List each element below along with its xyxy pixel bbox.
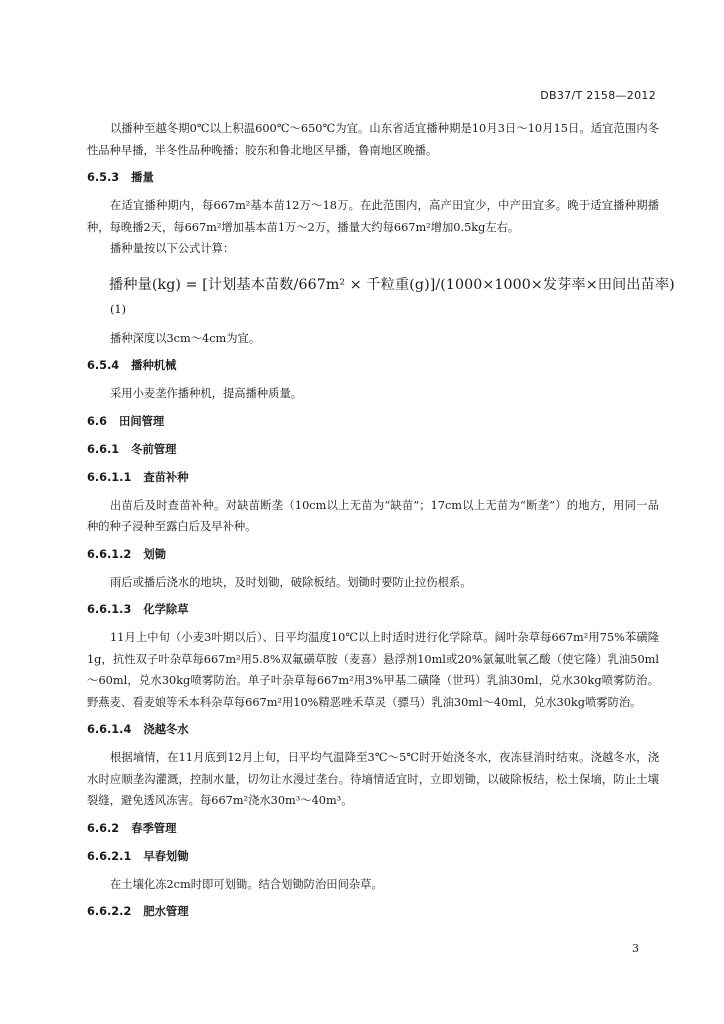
section-number: 6.6.1.2 (87, 547, 132, 561)
section-title: 肥水管理 (143, 905, 189, 918)
paragraph: 11月上中旬（小麦3叶期以后）、日平均温度10℃以上时适时进行化学除草。阔叶杂草每667m²用75%苯磺隆1g，抗性双子叶杂草每667m²用5.8%双氟磺草胺（麦喜）悬浮剂10ml或20%氯氟吡氧乙酸（使它隆）乳油50ml～60ml，兑水30kg喷雾防治。单子叶杂草每667m²用3%甲基二磺隆（世玛）乳油30ml，兑水30kg喷雾防治。野燕麦、看麦娘等禾本科杂草每667m²用10%精恶唑禾草灵（骠马）乳油30ml～40ml，兑水30kg喷雾防治。 (87, 631, 659, 709)
page-number: 3 (632, 942, 639, 955)
paragraph: 播种深度以3cm～4cm为宜。 (110, 331, 261, 345)
section-number: 6.6 (87, 414, 108, 428)
section-number: 6.6.2 (87, 821, 120, 835)
paragraph: 在适宜播种期内，每667m²基本苗12万～18万。在此范围内，高产田宜少，中产田宜多。晚于适宜播种期播种，每晚播2天，每667m²增加基本苗1万～2万，播量大约每667m²增加0.5kg左右。 (87, 199, 659, 234)
section-heading (87, 846, 659, 868)
section-number: 6.6.2.2 (87, 905, 132, 918)
section-heading (87, 411, 659, 433)
section-title: 划锄 (143, 547, 166, 561)
section-heading (87, 901, 659, 923)
seeding-formula: 播种量(kg) = [计划基本苗数/667m² × 千粒重(g)]/(1000×1000×发芽率×田间出苗率) (109, 276, 675, 293)
document-body (87, 118, 675, 923)
section-number: 6.6.1 (87, 442, 120, 456)
section-heading (87, 599, 659, 621)
section-title: 播种机械 (131, 359, 177, 372)
section-number: 6.6.2.1 (87, 849, 132, 863)
section-title: 浇越冬水 (143, 723, 189, 736)
paragraph: 出苗后及时查苗补种。对缺苗断垄（10cm以上无苗为“缺苗”；17cm以上无苗为“断垄”）的地方，用同一品种的种子浸种至露白后及早补种。 (87, 498, 659, 533)
section-heading (87, 818, 659, 840)
section-heading (87, 719, 659, 741)
paragraph: 采用小麦垄作播种机，提高播种质量。 (110, 387, 303, 400)
section-title: 春季管理 (131, 821, 177, 835)
section-heading (87, 355, 659, 377)
section-number: 6.6.1.1 (87, 470, 132, 484)
paragraph: 根据墒情，在11月底到12月上旬，日平均气温降至3℃～5℃时开始浇冬水，夜冻昼消时结束。浇越冬水，浇水时应顺垄沟灌溉，控制水量，切勿让水漫过垄台。待墒情适宜时，立即划锄，以破除板结，松土保墒，防止土壤裂缝，避免透风冻害。每667m²浇水30m³～40m³。 (87, 751, 659, 807)
paragraph: 雨后或播后浇水的地块，及时划锄，破除板结。划锄时要防止拉伤根系。 (110, 575, 472, 589)
section-title: 冬前管理 (131, 442, 177, 456)
section-title: 早春划锄 (143, 849, 189, 863)
section-number: 6.5.4 (87, 359, 120, 372)
section-heading (87, 544, 659, 566)
section-heading (87, 167, 659, 189)
paragraph: 播种量按以下公式计算： (110, 242, 235, 255)
section-title: 田间管理 (119, 414, 165, 428)
section-number: 6.5.3 (87, 171, 120, 184)
section-number: 6.6.1.4 (87, 723, 132, 736)
paragraph: 以播种至越冬期0℃以上积温600℃～650℃为宜。山东省适宜播种期是10月3日～10月15日。适宜范围内冬性品种早播，半冬性品种晚播；胶东和鲁北地区早播，鲁南地区晚播。 (87, 122, 659, 157)
formula-number: (1) (110, 302, 127, 316)
paragraph: 在土壤化冻2cm时即可划锄。结合划锄防治田间杂草。 (110, 877, 383, 891)
section-title: 查苗补种 (143, 470, 189, 484)
standard-code: DB37/T 2158—2012 (540, 89, 656, 102)
section-heading (87, 467, 659, 489)
section-heading (87, 439, 659, 461)
section-title: 化学除草 (143, 603, 189, 616)
section-title: 播量 (131, 171, 154, 184)
section-number: 6.6.1.3 (87, 603, 132, 616)
